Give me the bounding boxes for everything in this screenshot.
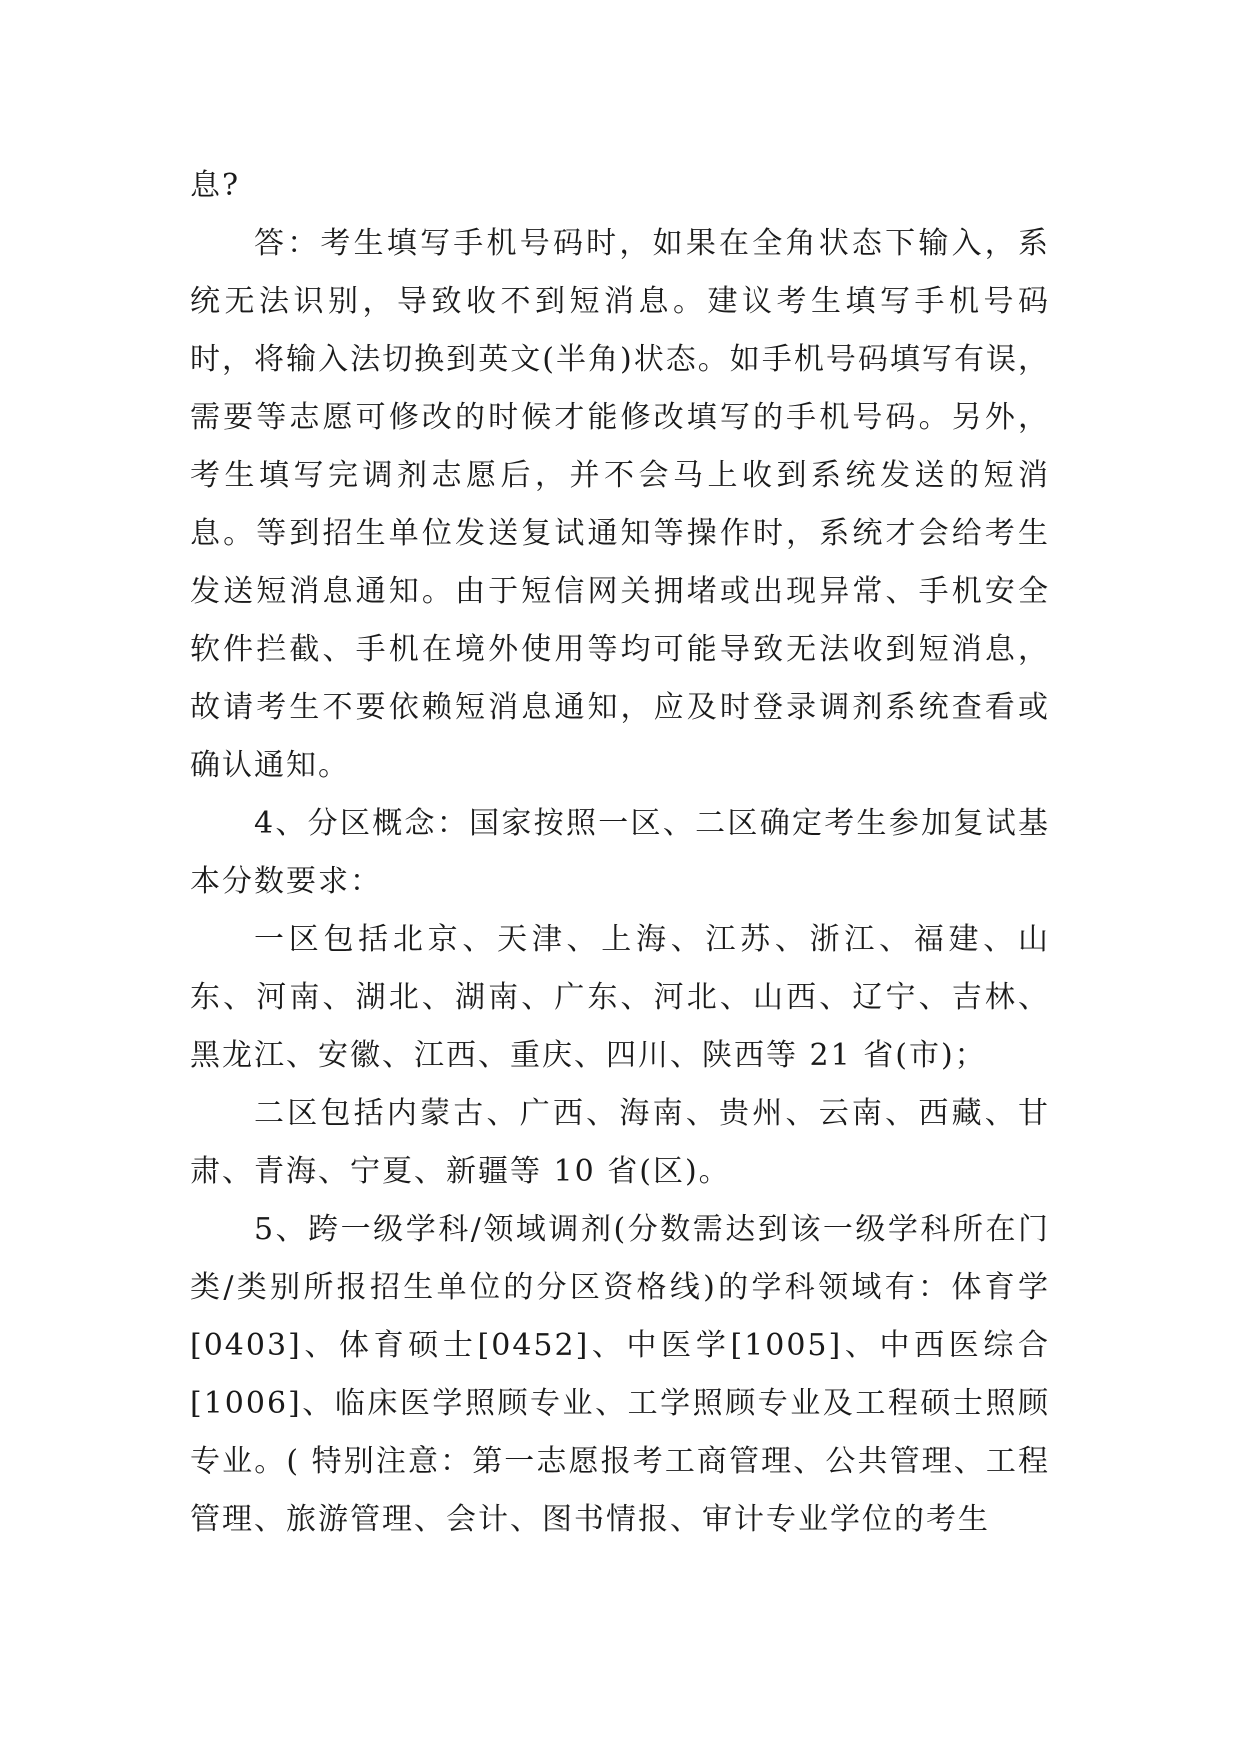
paragraph-cross-discipline: 5、跨一级学科/领域调剂(分数需达到该一级学科所在门类/类别所报招生单位的分区资格线)的学科领域有：体育学[0403]、体育硕士[0452]、中医学[1005]、中西医综合[1006]、临床医学照顾专业、工学照顾专业及工程硕士照顾专业。( 特别注意：第一志愿报考工商管理、公共管理、工程管理、旅游管理、会计、图书情报、审计专业学位的考生	[190, 1212, 1050, 1537]
paragraph-answer: 答：考生填写手机号码时，如果在全角状态下输入，系统无法识别，导致收不到短消息。建议考生填写手机号码时，将输入法切换到英文(半角)状态。如手机号码填写有误，需要等志愿可修改的时候才能修改填写的手机号码。另外，考生填写完调剂志愿后，并不会马上收到系统发送的短消息。等到招生单位发送复试通知等操作时，系统才会给考生发送短消息通知。由于短信网关拥堵或出现异常、手机安全软件拦截、手机在境外使用等均可能导致无法收到短消息，故请考生不要依赖短消息通知，应及时登录调剂系统查看或确认通知。	[190, 226, 1050, 783]
paragraph-zone-one: 一区包括北京、天津、上海、江苏、浙江、福建、山东、河南、湖北、湖南、广东、河北、山西、辽宁、吉林、黑龙江、安徽、江西、重庆、四川、陕西等 21 省(市)；	[190, 922, 1050, 1073]
paragraph-zone-concept: 4、分区概念：国家按照一区、二区确定考生参加复试基本分数要求：	[190, 806, 1050, 899]
document-body	[190, 157, 1050, 1549]
paragraph-continuation: 息?	[190, 168, 241, 203]
paragraph-zone-two: 二区包括内蒙古、广西、海南、贵州、云南、西藏、甘肃、青海、宁夏、新疆等 10 省(区)。	[190, 1096, 1050, 1189]
